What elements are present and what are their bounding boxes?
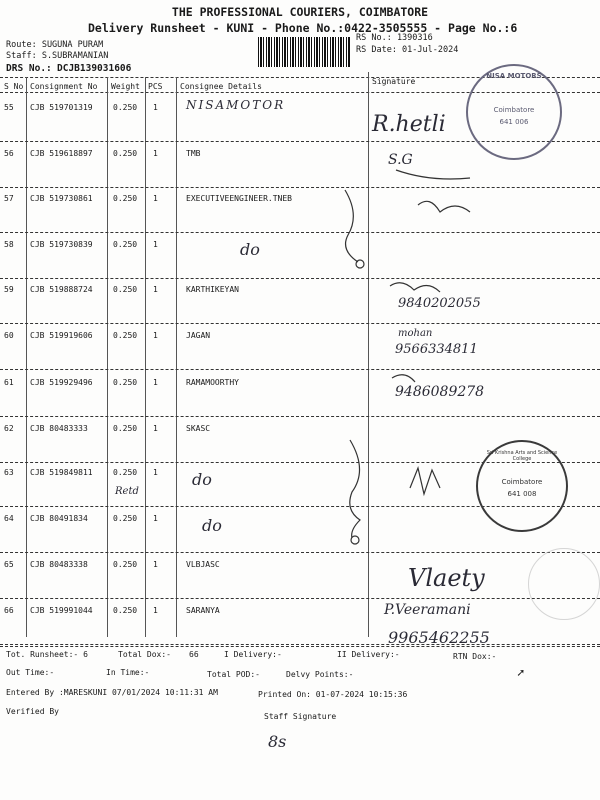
row-consignment: CJB 519919606 [30,331,93,340]
row-consignment: CJB 519730839 [30,240,93,249]
row-weight: 0.250 [113,240,138,249]
rs-no: RS No.: 1390316 [356,33,433,43]
col-weight: Weight [111,82,140,91]
verified-by: Verified By [6,707,59,716]
hw-staff-sign: 8s [268,732,287,751]
hw-r63-note: Retd [115,486,139,497]
row-sno: 57 [4,194,14,203]
row-pcs: 1 [153,468,158,477]
hw-r58-do: do [240,240,260,259]
staff: Staff: S.SUBRAMANIAN [6,51,109,61]
row-sno: 66 [4,606,14,615]
row-pcs: 1 [153,194,158,203]
row-consignment: CJB 519618897 [30,149,93,158]
sri-krishna-stamp: Sri Krishna Arts and Science College Coimbatore 641 008 [476,440,568,532]
row-weight: 0.250 [113,285,138,294]
row-sno: 59 [4,285,14,294]
route: Route: SUGUNA PURAM [6,40,104,50]
cursor-arrow-icon: ➚ [517,666,525,680]
row-sno: 58 [4,240,14,249]
row-pcs: 1 [153,378,158,387]
entered-by: Entered By :MARESKUNI 07/01/2024 10:11:31 AM [6,688,218,697]
hw-r56-sign: S.G [388,152,413,168]
row-weight: 0.250 [113,606,138,615]
row-weight: 0.250 [113,194,138,203]
row-pcs: 1 [153,560,158,569]
row-weight: 0.250 [113,331,138,340]
staff-signature-label: Staff Signature [264,712,337,721]
delvy-points: Delvy Points:- [286,670,354,679]
row-consignment: CJB 519888724 [30,285,93,294]
company-name: THE PROFESSIONAL COURIERS, COIMBATORE [171,5,429,19]
hw-r57-sign [418,201,470,212]
row-pcs: 1 [153,240,158,249]
brace-mark-1 [345,190,358,262]
row-consignment: CJB 80483333 [30,424,88,433]
row-sno: 55 [4,103,14,112]
row-pcs: 1 [153,149,158,158]
row-pcs: 1 [153,514,158,523]
hw-r63-do: do [192,470,212,489]
drs-label: DRS No.: [6,63,52,74]
row-sno: 61 [4,378,14,387]
rtn-dox: RTN Dox:- [453,652,497,661]
printed-on: Printed On: 01-07-2024 10:15:36 [258,690,408,699]
row-consignment: CJB 519991044 [30,606,93,615]
hw-r61-sign [392,375,415,382]
brace-mark-2 [350,440,360,538]
total-dox-value: 66 [189,650,199,659]
row-pcs: 1 [153,103,158,112]
row-pcs: 1 [153,331,158,340]
hw-r55-name: NISAMOTOR [186,98,286,112]
row-weight: 0.250 [113,468,138,477]
col-sno: S No [4,82,24,91]
row-consignee: JAGAN [186,331,211,340]
hw-r64-do: do [202,516,222,535]
row-consignee: SARANYA [186,606,220,615]
faint-stamp [528,548,600,620]
footer-line [0,646,600,647]
row-pcs: 1 [153,285,158,294]
ii-delivery: II Delivery:- [337,650,400,659]
drs-value: DCJB139031606 [57,63,132,74]
col-consignment: Consignment No [30,82,98,91]
hw-r63-sign [410,468,440,494]
in-time: In Time:- [106,668,150,677]
row-consignment: CJB 80483338 [30,560,88,569]
row-consignment: CJB 519929496 [30,378,93,387]
row-weight: 0.250 [113,149,138,158]
brace-circle-1 [356,260,364,268]
hw-r66-name: P.Veeramani [384,602,471,618]
hw-r59-sign [390,283,440,292]
row-weight: 0.250 [113,103,138,112]
row-consignment: CJB 80491834 [30,514,88,523]
row-consignee: EXECUTIVEENGINEER.TNEB [186,194,292,203]
row-sno: 60 [4,331,14,340]
total-pod: Total POD:- [207,670,260,679]
rs-date: RS Date: 01-Jul-2024 [356,45,459,55]
row-sno: 65 [4,560,14,569]
row-sno: 64 [4,514,14,523]
row-consignment: CJB 519849811 [30,468,93,477]
row-sno: 56 [4,149,14,158]
col-pcs: PCS [148,82,163,91]
row-weight: 0.250 [113,378,138,387]
nisa-stamp: NISA MOTORS Coimbatore 641 006 [466,64,562,160]
out-time: Out Time:- [6,668,55,677]
row-weight: 0.250 [113,424,138,433]
hw-r60-name: mohan [398,328,433,339]
total-dox-label: Total Dox:- [118,650,171,659]
row-consignee: SKASC [186,424,211,433]
row-consignee: VLBJASC [186,560,220,569]
col-signature: Signature [372,77,416,86]
tot-runsheet: Tot. Runsheet:- 6 [6,650,88,659]
hw-r66-phone: 9965462255 [388,628,490,647]
i-delivery: I Delivery:- [224,650,282,659]
row-consignment: CJB 519701319 [30,103,93,112]
row-pcs: 1 [153,606,158,615]
row-consignee: RAMAMOORTHY [186,378,239,387]
row-sno: 63 [4,468,14,477]
row-consignee: KARTHIKEYAN [186,285,239,294]
hw-r59-phone: 9840202055 [398,296,481,311]
hw-r56-line [396,170,470,179]
hw-r55-sign: R.hetli [372,112,446,137]
row-weight: 0.250 [113,560,138,569]
row-weight: 0.250 [113,514,138,523]
row-consignment: CJB 519730861 [30,194,93,203]
runsheet-title: Delivery Runsheet - KUNI - Phone No.:0422-3505555 - Page No.:6 [88,21,518,35]
brace-circle-2 [351,536,359,544]
row-consignee: TMB [186,149,201,158]
col-consignee: Consignee Details [180,82,262,91]
hw-r60-phone: 9566334811 [395,342,478,357]
hw-r61-phone: 9486089278 [395,384,485,400]
hw-r65-sign: Vlaety [408,564,485,592]
row-sno: 62 [4,424,14,433]
row-pcs: 1 [153,424,158,433]
